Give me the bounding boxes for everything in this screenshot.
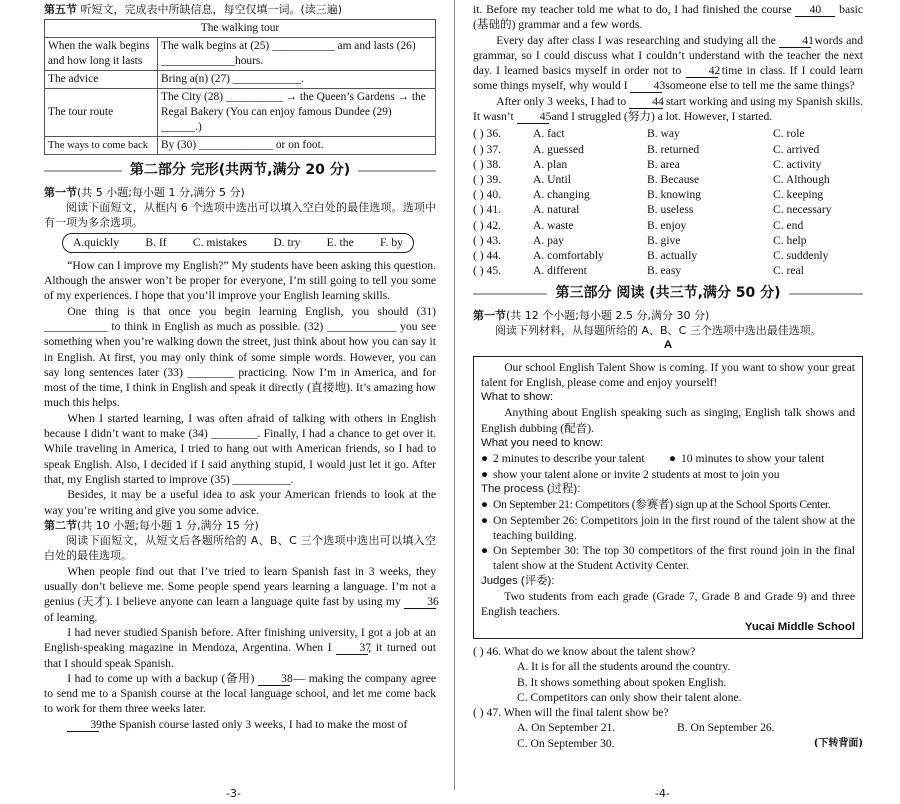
section5-title: 第五节 [44, 3, 77, 16]
option-item: F. by [380, 236, 403, 250]
list-text: On September 21: Competitors (参赛者) sign up at the School Sports Center. [493, 498, 831, 512]
notice-intro: Our school English Talent Show is coming. If you want to show your great talent for English, please come and enjoy yourself! [481, 360, 855, 389]
blank-44: 44 [629, 96, 663, 109]
notice-need-row [481, 451, 855, 466]
blank-42: 42 [686, 65, 718, 78]
page-number-right: -4- [655, 787, 670, 800]
question-number: ( ) 45. [473, 264, 502, 278]
question-number: ( ) 41. [473, 203, 502, 217]
talent-show-notice [473, 356, 863, 639]
choice-a: A. waste [533, 218, 574, 232]
choice-b: B. It shows something about spoken English. [517, 675, 727, 689]
section5-instruction: 听短文，完成表中所缺信息，每空仅填一词。(读三遍) [77, 3, 343, 16]
cloze2-header [44, 518, 436, 533]
text-run: start working and using my Spanish skills. It wasn’t [473, 94, 864, 124]
question-stem: ( ) 46. What do we know about the talent show? [473, 644, 696, 658]
table-label: The advice [45, 71, 158, 89]
list-item [669, 451, 824, 466]
choice-b: B. returned [647, 142, 700, 156]
notice-process-title: The process (过程): [481, 482, 581, 495]
cloze2-paragraph [44, 717, 436, 732]
choice-a: A. natural [533, 203, 580, 217]
text-run: I had to come up with a backup (备用) [67, 671, 258, 685]
text-run: Every day after class I was researching and studying all the [496, 33, 780, 47]
bullet-icon: ● [481, 544, 489, 558]
choice-row [473, 202, 863, 217]
reading-instruction: 阅读下列材料，从每题所给的 A、B、C 三个选项中选出最佳选项。 [495, 324, 822, 337]
table-row [45, 89, 436, 137]
choice-a: A. pay [533, 233, 564, 247]
table-label: The tour route [45, 89, 158, 137]
notice-judges-text: Two students from each grade (Grade 7, Grade 8 and Grade 9) and three English teachers. [481, 590, 855, 619]
question-number: ( ) 37. [473, 142, 502, 156]
table-content: Bring a(n) (27) ____________. [158, 71, 436, 89]
text-run: — making the company agree to send me to a Spanish course at the local language school, and let me come back to work for them three weeks later. [44, 671, 436, 716]
choice-c: C. Although [773, 172, 830, 186]
choice-a: A. It is for all the students around the country. [517, 660, 731, 674]
cloze2-choices [473, 126, 863, 278]
choice-c: C. On September 30. [517, 736, 615, 750]
choice-a: A. changing [533, 188, 590, 202]
section1-title: 第一节 [44, 185, 77, 199]
table-row [45, 137, 436, 155]
question-number: ( ) 38. [473, 157, 502, 171]
list-item [481, 543, 855, 574]
text-run: After only 3 weeks, I had to [496, 94, 630, 108]
list-text: 2 minutes to describe your talent [493, 452, 645, 466]
text-run: words and grammar, so I could discuss what I couldn’t understand with the teacher the next day. I learned basics myself in order not to [473, 33, 863, 78]
choice-a: A. On September 21. [517, 721, 616, 735]
list-item [481, 513, 855, 544]
blank-39: 39 [67, 719, 99, 732]
bullet-icon: ● [481, 467, 489, 481]
bullet-icon: ● [481, 498, 488, 512]
text-run: , it turned out that I should speak Spanish. [44, 641, 436, 670]
cloze2-paragraph [44, 564, 439, 625]
part2-title: 第二部分 完形(共两节,满分 20 分) [129, 162, 351, 179]
text-run: it. Before my teacher told me what to do, I had finished the course [473, 3, 796, 16]
choice-c: C. end [773, 218, 804, 232]
cloze1-paragraph: Besides, it may be a useful idea to ask your American friends to look at the way you’re writing and give you some advice. [44, 488, 436, 517]
choice-c: C. suddenly [773, 249, 829, 262]
question-number: ( ) 40. [473, 188, 502, 202]
heading-rule [473, 293, 547, 295]
question-number: ( ) 42. [473, 218, 502, 232]
choice-row [473, 248, 863, 263]
question-stem: ( ) 47. When will the final talent show be? [473, 706, 669, 720]
choice-c: C. real [773, 264, 804, 278]
choice-c: C. activity [773, 157, 822, 171]
question-number: ( ) 43. [473, 233, 502, 247]
blank-36: 36 [404, 596, 436, 609]
choice-b: B. give [647, 233, 681, 247]
right-page [473, 2, 863, 751]
table-content: The walk begins at (25) ___________ am and lasts (26) _____________hours. [158, 38, 436, 71]
cloze2-paragraph [473, 33, 863, 94]
choice-row [473, 187, 863, 202]
heading-rule [44, 170, 122, 172]
options-box [62, 233, 414, 252]
list-text: show your talent alone or invite 2 students at most to join you [493, 467, 780, 481]
table-content: By (30) _____________ or on foot. [158, 137, 436, 155]
choice-row [473, 142, 863, 157]
blank-45: 45 [517, 111, 549, 124]
notice-judges-title: Judges (评委): [481, 574, 555, 587]
text-run: someone else to tell me the same things? [662, 79, 855, 93]
choice-a: A. different [533, 264, 587, 278]
option-item: A.quickly [73, 236, 120, 250]
listening-section5-header [44, 2, 436, 17]
text-run: When people find out that I’ve tried to learn Spanish fast in 3 weeks, they usually don’t believe me. Some people spend years learning a language. I’m not a genius (天才). I believe anyone can learn a language quite fast by using my [44, 564, 436, 609]
option-item: D. try [273, 236, 301, 250]
cloze2-paragraph [44, 671, 436, 717]
bullet-icon: ● [669, 452, 677, 466]
choice-c: C. necessary [773, 203, 832, 217]
turn-over-note: (下转背面) [813, 737, 863, 749]
table-row [45, 38, 436, 71]
list-text: On September 30: The top 30 competitors of the first round join in the final talent show at the Student Activity Center. [493, 544, 855, 573]
table-label: When the walk begins and how long it lasts [45, 38, 158, 71]
list-item [481, 451, 669, 466]
reading-header [473, 308, 863, 323]
text-run: of learning. [44, 610, 98, 624]
choice-b: B. knowing [647, 188, 702, 202]
question-number: ( ) 39. [473, 172, 502, 186]
table-content: The City (28) __________ → the Queen’s Gardens → the Regal Bakery (You can enjoy famous Dundee (29) ______.) [158, 89, 436, 137]
blank-43: 43 [630, 80, 662, 93]
blank-37: 37 [336, 642, 368, 655]
cloze1-paragraph: “How can I improve my English?” My students have been asking this question. Although the answer won’t be proper for everyone, I’m still going to tell you some of my experiences. I hope that you’ll improve your English learning skills. [44, 258, 436, 303]
choice-row [473, 720, 863, 735]
cloze1-paragraph: When I started learning, I was often afraid of talking with others in English because I didn’t want to make (34) ________. Finally, I had a chance to get over it. While traveling in America, I tried to hang out with American friends, so I had to speak English. Also, I decided if I said anything stupid, I would just let it go. After that, my English started to improve (35) __________. [44, 411, 436, 486]
choice-c: C. Competitors can only show their talent alone. [517, 690, 742, 704]
choice-b: B. useless [647, 203, 694, 217]
section1-instruction: 阅读下面短文，从框内 6 个选项中选出可以填入空白处的最佳选项。选项中有一项为多余选项。 [44, 200, 436, 230]
bullet-icon: ● [481, 513, 489, 527]
choice-a: A. guessed [533, 142, 584, 156]
bullet-icon: ● [481, 452, 489, 466]
question-number: ( ) 36. [473, 127, 502, 141]
choice-row [473, 172, 863, 187]
list-text: On September 26: Competitors join in the first round of the talent show at the teaching building. [493, 513, 855, 542]
section2-instruction: 阅读下面短文，从短文后各题所给的 A、B、C 三个选项中选出可以填入空白处的最佳选项。 [44, 534, 436, 563]
table-row [45, 71, 436, 89]
section2-title: 第二节 [44, 518, 77, 532]
option-item: C. mistakes [192, 236, 248, 250]
walking-tour-table [44, 19, 436, 155]
question-47 [473, 705, 863, 751]
table-label: The ways to come back [45, 137, 158, 155]
text-run: I had never studied Spanish before. After finishing university, I got a job at an English-speaking magazine in Mendoza, Argentina. When I [44, 625, 436, 655]
column-divider [454, 0, 455, 790]
choice-b: B. easy [647, 264, 682, 278]
choice-row [473, 157, 863, 172]
reading-section1-score: (共 12 个小题;每小题 2.5 分,满分 30 分) [506, 308, 710, 322]
choice-b: B. way [647, 127, 680, 141]
list-item [481, 467, 855, 482]
notice-signature: Yucai Middle School [744, 620, 855, 633]
notice-what-text: Anything about English speaking such as singing, English talk shows and English dubbing (配音). [481, 406, 855, 435]
choice-b: B. enjoy [647, 218, 687, 232]
text-run: basic (基础的) grammar and a few words. [473, 3, 863, 32]
left-page [44, 2, 439, 732]
choice-a: A. comfortably [533, 249, 604, 262]
choice-b: B. area [647, 157, 680, 171]
choice-row [473, 218, 863, 233]
text-run: the Spanish course lasted only 3 weeks, I had to make the most of [99, 717, 408, 731]
choice-c: C. role [773, 127, 805, 141]
list-item [481, 497, 855, 512]
blank-38: 38 [258, 673, 290, 686]
choice-row [473, 126, 863, 141]
section2-score: (共 10 小题;每小题 1 分,满分 15 分) [77, 518, 259, 532]
part2-heading [44, 163, 436, 178]
table-caption: The walking tour [45, 20, 436, 38]
choice-a: A. Until [533, 172, 572, 186]
choice-b: B. Because [647, 172, 700, 186]
option-item: B. If [145, 236, 167, 250]
text-run: and I struggled (努力) a lot. However, I started. [548, 110, 773, 124]
choice-b: B. actually [647, 249, 698, 262]
heading-rule [789, 293, 863, 295]
cloze1-paragraph: One thing is that once you begin learning English, you should (31) ___________ to think in English as much as possible. (32) ____________ you see something when you’re walking down the street, just think about how you can say it in English. At first, you may only think of some simple words. However, you can say long sentences later (33) ________ practicing. Now I’m in America, and for most of the time, I think in English and speak it directly (直接地). It’s amazing how much this helps. [44, 304, 436, 410]
cloze2-paragraph [44, 625, 436, 671]
blank-41: 41 [779, 35, 811, 48]
question-46 [473, 644, 863, 705]
option-item: E. the [326, 236, 354, 250]
notice-need-title: What you need to know: [481, 437, 604, 450]
question-number: ( ) 44. [473, 249, 502, 262]
choice-c: C. keeping [773, 188, 824, 202]
choice-c: C. help [773, 233, 807, 247]
choice-row [473, 736, 863, 751]
choice-b: B. On September 26. [677, 721, 775, 735]
section1-score: (共 5 小题;每小题 1 分,满分 5 分) [77, 185, 245, 199]
choice-row [473, 263, 863, 278]
part3-heading [473, 286, 863, 301]
page-number-left: -3- [226, 787, 241, 800]
notice-what-title: What to show: [481, 391, 554, 404]
reading-section1-title: 第一节 [473, 308, 506, 322]
cloze2-paragraph [473, 94, 863, 125]
choice-c: C. arrived [773, 142, 820, 156]
choice-row [473, 233, 863, 248]
choice-a: A. fact [533, 127, 565, 141]
choice-a: A. plan [533, 157, 568, 171]
text-run: time in class. If I could learn some things myself, why would I [473, 64, 863, 93]
passage-label: A [663, 339, 673, 352]
part3-title: 第三部分 阅读 (共三节,满分 50 分) [555, 285, 781, 302]
list-text: 10 minutes to show your talent [681, 452, 825, 466]
blank-40: 40 [795, 4, 835, 17]
cloze1-header [44, 185, 436, 200]
heading-rule [358, 170, 436, 172]
cloze2-continuation [473, 2, 863, 33]
